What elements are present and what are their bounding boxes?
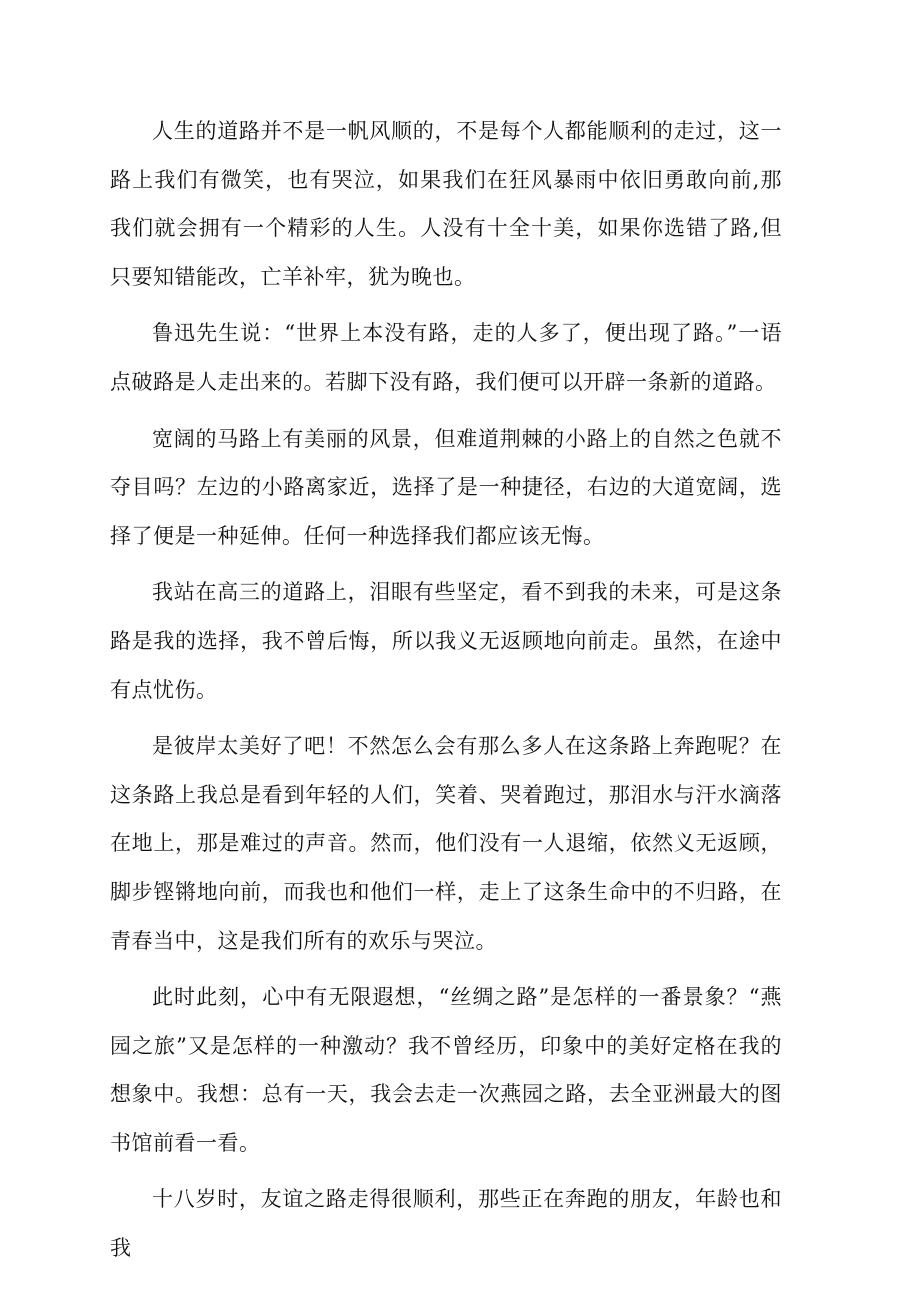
paragraph-7: 十八岁时，友谊之路走得很顺利，那些正在奔跑的朋友，年龄也和我 [110,1187,782,1261]
paragraph-4: 我站在高三的道路上，泪眼有些坚定，看不到我的未来，可是这条路是我的选择，我不曾后悔，所以我义无返顾地向前走。虽然，在途中有点忧伤。 [110,580,782,702]
paragraph-6: 此时此刻，心中有无限遐想，“丝绸之路”是怎样的一番景象？“燕园之旅”又是怎样的一种激动？我不曾经历，印象中的美好定格在我的想象中。我想：总有一天，我会去走一次燕园之路，去全亚洲最大的图书馆前看一看。 [110,985,782,1155]
paragraph-1: 人生的道路并不是一帆风顺的，不是每个人都能顺利的走过，这一路上我们有微笑，也有哭泣，如果我们在狂风暴雨中依旧勇敢向前,那我们就会拥有一个精彩的人生。人没有十全十美，如果你选错了路,但只要知错能改，亡羊补牢，犹为晚也。 [110,119,782,289]
essay-body [110,107,782,1281]
paragraph-5: 是彼岸太美好了吧！不然怎么会有那么多人在这条路上奔跑呢？在这条路上我总是看到年轻的人们，笑着、哭着跑过，那泪水与汗水滴落在地上，那是难过的声音。然而，他们没有一人退缩，依然义无返顾，脚步铿锵地向前，而我也和他们一样，走上了这条生命中的不归路，在青春当中，这是我们所有的欢乐与哭泣。 [110,734,782,953]
paragraph-3: 宽阔的马路上有美丽的风景，但难道荆棘的小路上的自然之色就不夺目吗？左边的小路离家近，选择了是一种捷径，右边的大道宽阔，选择了便是一种延伸。任何一种选择我们都应该无悔。 [110,426,782,548]
paragraph-2: 鲁迅先生说：“世界上本没有路，走的人多了，便出现了路。”一语点破路是人走出来的。若脚下没有路，我们便可以开辟一条新的道路。 [110,321,782,394]
